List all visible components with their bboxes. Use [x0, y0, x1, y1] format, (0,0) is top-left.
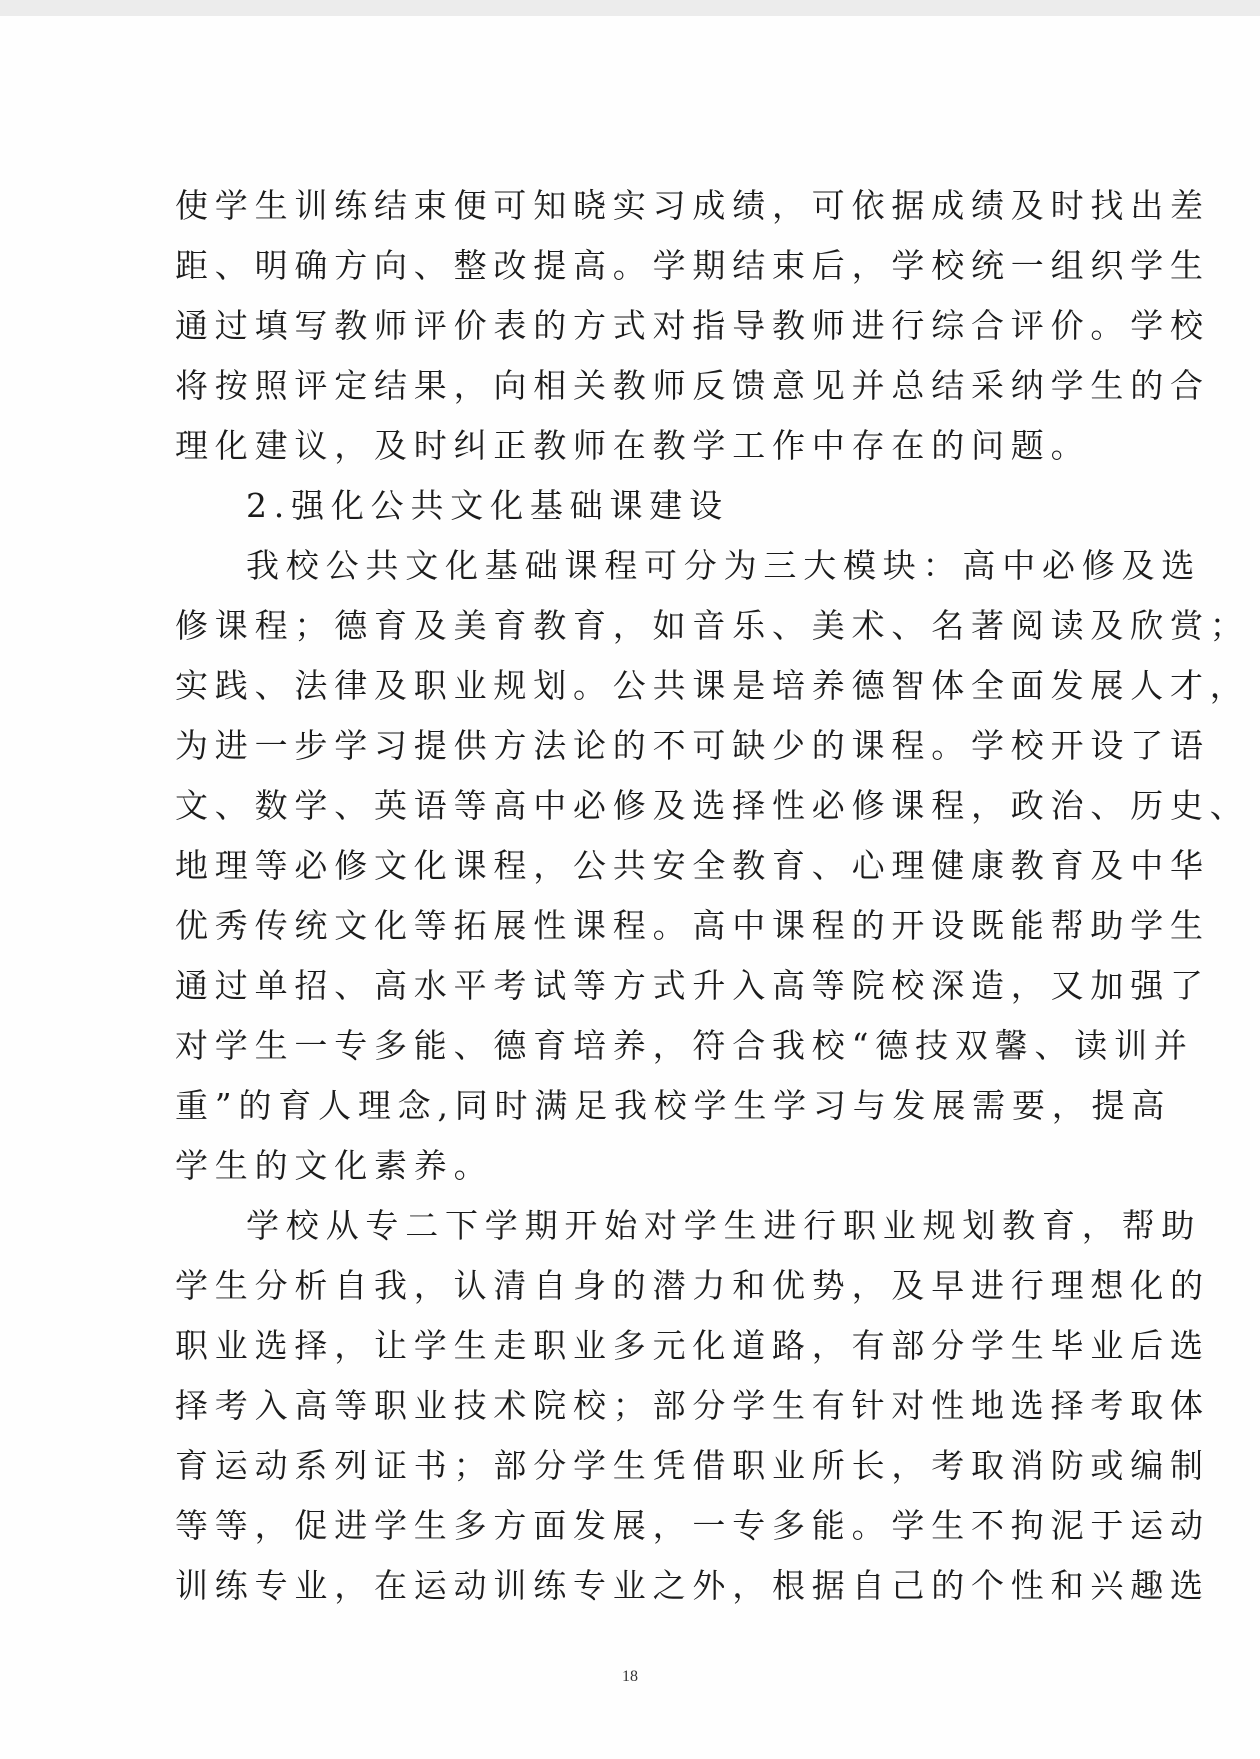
text-line: 通过填写教师评价表的方式对指导教师进行综合评价。学校 — [175, 306, 1210, 345]
text-line: 职业选择，让学生走职业多元化道路，有部分学生毕业后选 — [175, 1326, 1210, 1365]
text-line: 文、数学、英语等高中必修及选择性必修课程，政治、历史、 — [175, 786, 1250, 825]
text-line: 等等，促进学生多方面发展，一专多能。学生不拘泥于运动 — [175, 1506, 1210, 1545]
text-line: 距、明确方向、整改提高。学期结束后，学校统一组织学生 — [175, 246, 1210, 285]
text-line: 实践、法律及职业规划。公共课是培养德智体全面发展人才， — [175, 666, 1250, 705]
text-line: 理化建议，及时纠正教师在教学工作中存在的问题。 — [175, 426, 1091, 465]
text-line: 使学生训练结束便可知晓实习成绩，可依据成绩及时找出差 — [175, 186, 1210, 225]
text-line: 为进一步学习提供方法论的不可缺少的课程。学校开设了语 — [175, 726, 1210, 765]
text-line: 学生的文化素养。 — [175, 1146, 494, 1185]
paragraph-first-line: 学校从专二下学期开始对学生进行职业规划教育，帮助 — [246, 1206, 1202, 1245]
document-body — [175, 176, 1250, 1616]
text-line: 对学生一专多能、德育培养，符合我校“德技双馨、读训并 — [175, 1026, 1194, 1065]
text-line: 重”的育人理念,同时满足我校学生学习与发展需要，提高 — [175, 1086, 1172, 1125]
text-line: 优秀传统文化等拓展性课程。高中课程的开设既能帮助学生 — [175, 906, 1210, 945]
text-line: 训练专业，在运动训练专业之外，根据自己的个性和兴趣选 — [175, 1566, 1210, 1605]
text-line: 地理等必修文化课程，公共安全教育、心理健康教育及中华 — [175, 846, 1210, 885]
page-number: 18 — [622, 1668, 638, 1685]
text-line: 择考入高等职业技术院校；部分学生有针对性地选择考取体 — [175, 1386, 1210, 1425]
text-line: 通过单招、高水平考试等方式升入高等院校深造，又加强了 — [175, 966, 1210, 1005]
paragraph-first-line: 我校公共文化基础课程可分为三大模块：高中必修及选 — [246, 546, 1202, 585]
top-edge-strip — [0, 0, 1260, 16]
text-line: 育运动系列证书；部分学生凭借职业所长，考取消防或编制 — [175, 1446, 1210, 1485]
document-page — [0, 16, 1260, 1759]
text-line: 修课程；德育及美育教育，如音乐、美术、名著阅读及欣赏； — [175, 606, 1250, 645]
text-line: 学生分析自我，认清自身的潜力和优势，及早进行理想化的 — [175, 1266, 1210, 1305]
section-heading: 2.强化公共文化基础课建设 — [246, 486, 729, 525]
text-line: 将按照评定结果，向相关教师反馈意见并总结采纳学生的合 — [175, 366, 1210, 405]
